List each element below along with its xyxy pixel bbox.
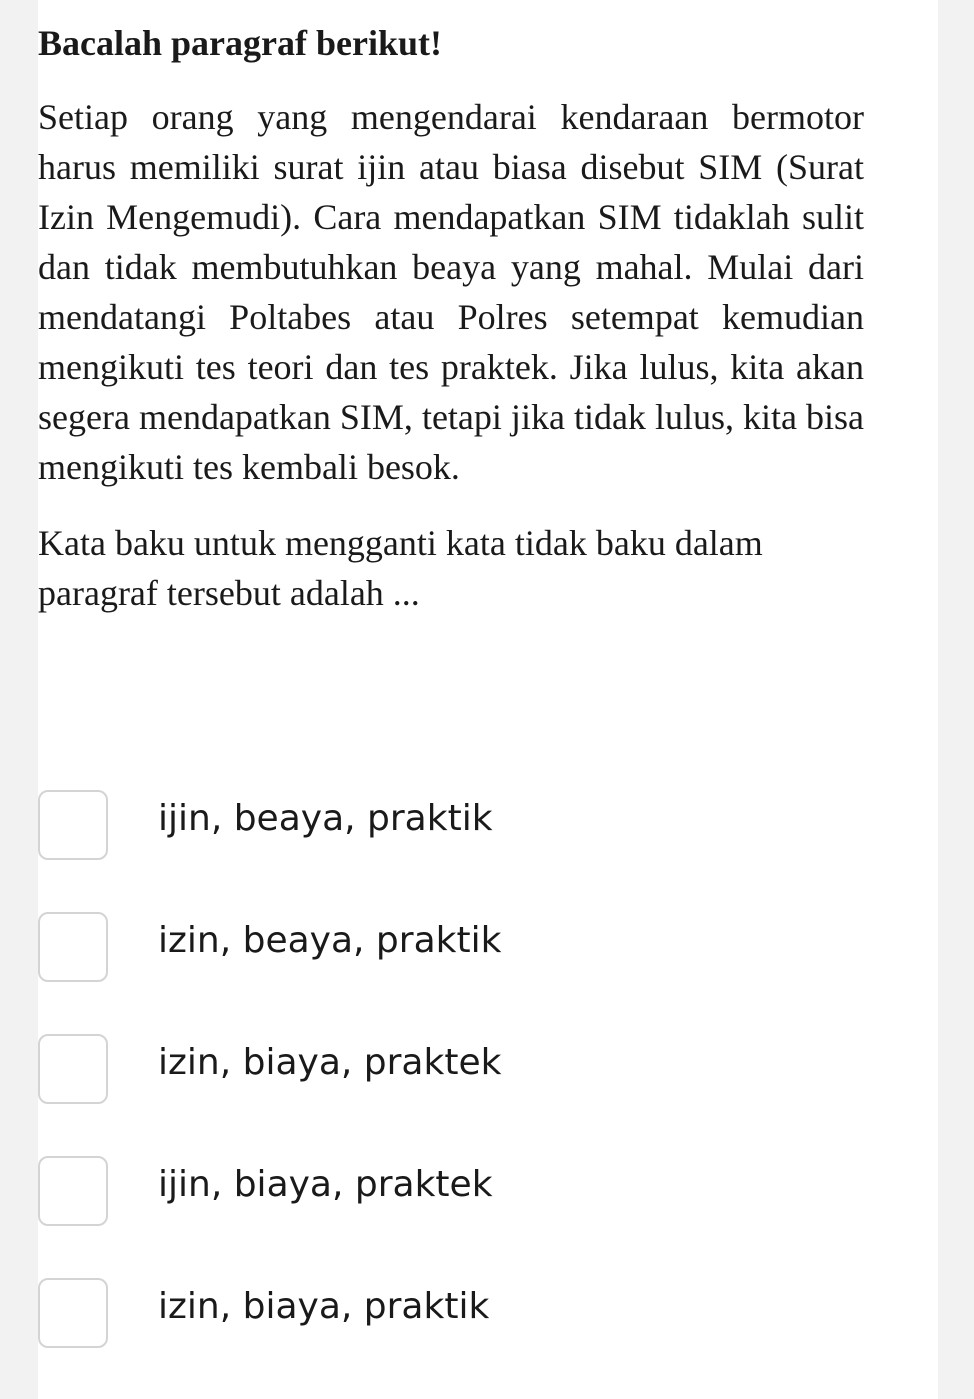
answer-option-5[interactable] xyxy=(38,1276,864,1350)
question-text: Kata baku untuk mengganti kata tidak baku dalam paragraf tersebut adalah ... xyxy=(38,523,763,613)
checkbox-icon[interactable] xyxy=(38,1156,108,1226)
answer-option-3[interactable] xyxy=(38,1032,864,1106)
checkbox-icon[interactable] xyxy=(38,790,108,860)
answer-option-label: ijin, beaya, praktik xyxy=(158,798,493,839)
instruction-heading: Bacalah paragraf berikut! xyxy=(38,23,442,63)
answer-options xyxy=(38,788,864,1398)
answer-option-2[interactable] xyxy=(38,910,864,984)
checkbox-icon[interactable] xyxy=(38,1278,108,1348)
reading-passage: Setiap orang yang mengendarai kendaraan bermotor harus memiliki surat ijin atau biasa disebut SIM (Surat Izin Mengemudi). Cara mendapatkan SIM tidaklah sulit dan tidak membutuhkan beaya yang mahal. Mulai dari mendatangi Poltabes atau Polres setempat kemudian mengikuti tes teori dan tes praktek. Jika lulus, kita akan segera mendapatkan SIM, tetapi jika tidak lulus, kita bisa mengikuti tes kembali besok. xyxy=(38,97,864,487)
checkbox-icon[interactable] xyxy=(38,1034,108,1104)
answer-option-label: izin, beaya, praktik xyxy=(158,920,502,961)
question-content xyxy=(38,18,864,618)
checkbox-icon[interactable] xyxy=(38,912,108,982)
answer-option-label: izin, biaya, praktek xyxy=(158,1042,502,1083)
answer-option-label: ijin, biaya, praktek xyxy=(158,1164,493,1205)
answer-option-4[interactable] xyxy=(38,1154,864,1228)
answer-option-1[interactable] xyxy=(38,788,864,862)
answer-option-label: izin, biaya, praktik xyxy=(158,1286,490,1327)
